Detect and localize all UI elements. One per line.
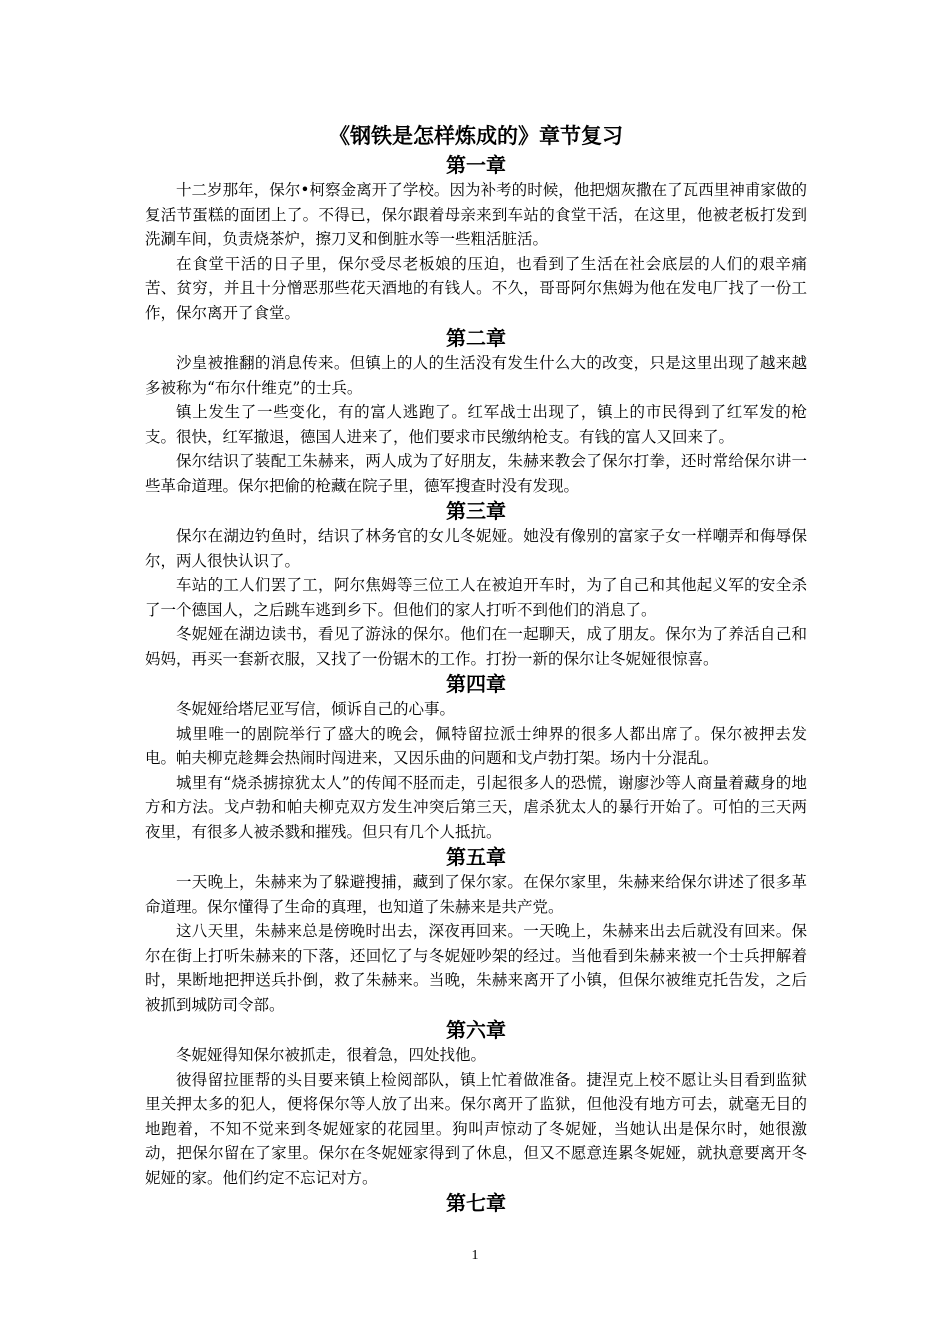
paragraph: 十二岁那年，保尔•柯察金离开了学校。因为补考的时候，他把烟灰撒在了瓦西里神甫家做的复活节蛋糕的面团上了。不得已，保尔跟着母亲来到车站的食堂干活，在这里，他被老板打发到洗涮车间，负责烧茶炉，擦刀叉和倒脏水等一些粗活脏活。 (145, 181, 807, 248)
paragraph: 冬妮娅在湖边读书，看见了游泳的保尔。他们在一起聊天，成了朋友。保尔为了养活自己和妈妈，再买一套新衣服，又找了一份锯木的工作。打扮一新的保尔让冬妮娅很惊喜。 (145, 625, 807, 668)
chapter-5 (145, 844, 807, 1017)
chapter-4 (145, 671, 807, 844)
paragraph: 城里唯一的剧院举行了盛大的晚会，佩特留拉派士绅界的很多人都出席了。保尔被押去发电。帕夫柳克趁舞会热闹时闯进来，又因乐曲的问题和戈卢勃打架。场内十分混乱。 (145, 724, 807, 767)
page-number: 1 (471, 1248, 479, 1263)
paragraph: 这八天里，朱赫来总是傍晚时出去，深夜再回来。一天晚上，朱赫来出去后就没有回来。保尔在街上打听朱赫来的下落，还回忆了与冬妮娅吵架的经过。当他看到朱赫来被一个士兵押解着时，果断地把押送兵扑倒，救了朱赫来。当晚，朱赫来离开了小镇，但保尔被维克托告发，之后被抓到城防司令部。 (145, 922, 807, 1014)
chapter-title: 第四章 (446, 672, 506, 696)
chapter-title: 第七章 (446, 1191, 506, 1215)
paragraph: 保尔在湖边钓鱼时，结识了林务官的女儿冬妮娅。她没有像别的富家子女一样嘲弄和侮辱保尔，两人很快认识了。 (145, 527, 807, 570)
chapter-title: 第三章 (446, 499, 506, 523)
chapter-title: 第二章 (446, 326, 506, 350)
chapter-3 (145, 498, 807, 671)
chapter-2 (145, 325, 807, 498)
chapter-7 (145, 1190, 807, 1216)
document-title: 《钢铁是怎样炼成的》章节复习 (329, 124, 623, 148)
paragraph: 城里有“烧杀掳掠犹太人”的传闻不胫而走，引起很多人的恐慌，谢廖沙等人商量着藏身的地方和方法。戈卢勃和帕夫柳克双方发生冲突后第三天，虐杀犹太人的暴行开始了。可怕的三天两夜里，有很多人被杀戮和摧残。但只有几个人抵抗。 (145, 773, 807, 841)
paragraph: 车站的工人们罢了工，阿尔焦姆等三位工人在被迫开车时，为了自己和其他起义军的安全杀了一个德国人，之后跳车逃到乡下。但他们的家人打听不到他们的消息了。 (145, 576, 807, 619)
paragraph: 冬妮娅给塔尼亚写信，倾诉自己的心事。 (176, 700, 456, 718)
document-body (145, 121, 807, 1216)
paragraph: 一天晚上，朱赫来为了躲避搜捕，藏到了保尔家。在保尔家里，朱赫来给保尔讲述了很多革命道理。保尔懂得了生命的真理，也知道了朱赫来是共产党。 (145, 873, 807, 916)
paragraph: 彼得留拉匪帮的头目要来镇上检阅部队，镇上忙着做准备。捷涅克上校不愿让头目看到监狱里关押太多的犯人，便将保尔等人放了出来。保尔离开了监狱，但他没有地方可去，就毫无目的地跑着，不知不觉来到冬妮娅家的花园里。狗叫声惊动了冬妮娅，当她认出是保尔时，她很激动，把保尔留在了家里。保尔在冬妮娅家得到了休息，但又不愿意连累冬妮娅，就执意要离开冬妮娅的家。他们约定不忘记对方。 (145, 1070, 807, 1187)
paragraph: 保尔结识了装配工朱赫来，两人成为了好朋友，朱赫来教会了保尔打拳，还时常给保尔讲一些革命道理。保尔把偷的枪藏在院子里，德军搜查时没有发现。 (145, 452, 807, 495)
paragraph: 冬妮娅得知保尔被抓走，很着急，四处找他。 (176, 1046, 487, 1064)
chapter-title: 第五章 (446, 845, 506, 869)
paragraph: 镇上发生了一些变化，有的富人逃跑了。红军战士出现了，镇上的市民得到了红军发的枪支。很快，红军撤退，德国人进来了，他们要求市民缴纳枪支。有钱的富人又回来了。 (145, 403, 807, 446)
chapter-6 (145, 1017, 807, 1190)
paragraph: 在食堂干活的日子里，保尔受尽老板娘的压迫，也看到了生活在社会底层的人们的艰辛痛苦、贫穷，并且十分憎恶那些花天酒地的有钱人。不久，哥哥阿尔焦姆为他在发电厂找了一份工作，保尔离开了食堂。 (145, 254, 807, 322)
chapter-1 (145, 152, 807, 325)
chapter-title: 第六章 (446, 1018, 506, 1042)
chapter-title: 第一章 (446, 153, 506, 177)
paragraph: 沙皇被推翻的消息传来。但镇上的人的生活没有发生什么大的改变，只是这里出现了越来越多被称为“布尔什维克”的士兵。 (145, 354, 807, 397)
